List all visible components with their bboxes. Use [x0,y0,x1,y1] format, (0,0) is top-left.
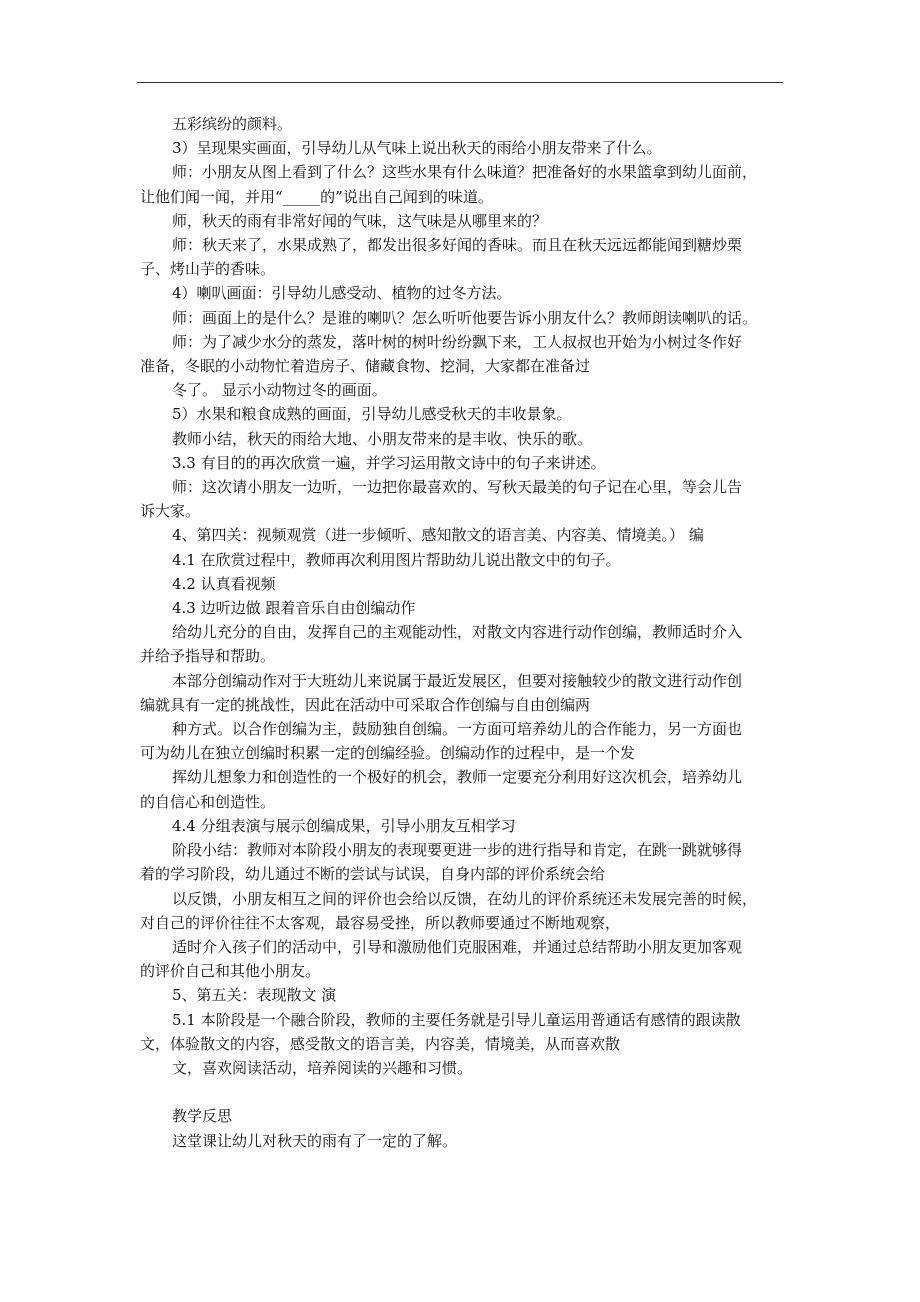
paragraph-line: 师：这次请小朋友一边听，一边把你最喜欢的、写秋天最美的句子记在心里，等会儿告 [172,478,743,497]
paragraph-line: 适时介入孩子们的活动中，引导和激励他们克服困难，并通过总结帮助小朋友更加客观 [172,937,743,956]
paragraph-line [140,1080,790,1104]
paragraph-line: 并给予指导和帮助。 [140,647,276,666]
paragraph-line: 师：画面上的是什么？是谁的喇叭？怎么听听他要告诉小朋友什么？教师朗读喇叭的话。 [172,308,758,327]
paragraph-line: 4.2 认真看视频 [172,574,276,593]
paragraph-line: 3）呈现果实画面，引导幼儿从气味上说出秋天的雨给小朋友带来了什么。 [172,139,662,158]
paragraph-line: 阶段小结：教师对本阶段小朋友的表现要更进一步的进行指导和肯定，在跳一跳就够得 [172,841,743,860]
paragraph-line: 编就具有一定的挑战性，因此在活动中可采取合作创编与自由创编两 [140,695,591,714]
paragraph-line: 文，喜欢阅读活动，培养阅读的兴趣和习惯。 [172,1058,473,1077]
paragraph-line: 5、第五关：表现散文 演 [172,986,337,1005]
paragraph-line: 准备，冬眠的小动物忙着造房子、储藏食物、挖洞，大家都在准备过 [140,357,591,376]
paragraph-line: 5）水果和粮食成熟的画面，引导幼儿感受秋天的丰收景象。 [172,405,572,424]
paragraph-line: 种方式。以合作创编为主，鼓励独自创编。一方面可培养幼儿的合作能力，另一方面也 [172,720,743,739]
paragraph-line: 师：秋天来了，水果成熟了，都发出很多好闻的香味。而且在秋天远远都能闻到糖炒栗 [172,236,743,255]
paragraph-line: 着的学习阶段，幼儿通过不断的尝试与试误，自身内部的评价系统会给 [140,865,606,884]
paragraph-line: 师，秋天的雨有非常好闻的气味，这气味是从哪里来的？ [172,211,548,230]
paragraph-line: 教学反思 [172,1107,233,1126]
paragraph-line: 本部分创编动作对于大班幼儿来说属于最近发展区，但要对接触较少的散文进行动作创 [172,671,743,690]
paragraph-line: 师：为了减少水分的蒸发，落叶树的树叶纷纷飘下来，工人叔叔也开始为小树过冬作好 [172,332,743,351]
paragraph-line: 的评价自己和其他小朋友。 [140,962,321,981]
paragraph-line: 文，体验散文的内容，感受散文的语言美，内容美，情境美，从而喜欢散 [140,1034,621,1053]
paragraph-line: 对自己的评价往往不太客观，最容易受挫，所以教师要通过不断地观察， [140,913,621,932]
paragraph-line: 师：小朋友从图上看到了什么？这些水果有什么味道？把准备好的水果篮拿到幼儿面前， [172,163,758,182]
paragraph-line: 诉大家。 [140,502,201,521]
header-rule [137,82,783,83]
paragraph-line: 五彩缤纷的颜料。 [172,115,293,133]
paragraph-line: 让他们闻一闻，并用“_____的”说出自己闻到的味道。 [140,187,493,206]
paragraph-line: 4.4 分组表演与展示创编成果，引导小朋友互相学习 [172,816,516,835]
paragraph-line: 冬了。 显示小动物过冬的画面。 [172,381,387,400]
paragraph-line: 给幼儿充分的自由，发挥自己的主观能动性，对散文内容进行动作创编，教师适时介入 [172,623,743,642]
paragraph-line: 4.1 在欣赏过程中，教师再次利用图片帮助幼儿说出散文中的句子。 [172,550,621,569]
paragraph-line: 5.1 本阶段是一个融合阶段，教师的主要任务就是引导儿童运用普通话有感情的跟读散 [172,1010,741,1029]
paragraph-line: 子、烤山芋的香味。 [140,260,276,279]
paragraph-line: 4.3 边听边做 跟着音乐自由创编动作 [172,599,416,618]
paragraph-line: 可为幼儿在独立创编时积累一定的创编经验。创编动作的过程中，是一个发 [140,744,636,763]
paragraph-line: 以反馈，小朋友相互之间的评价也会给以反馈，在幼儿的评价系统还未发展完善的时候， [172,889,758,908]
paragraph-line: 挥幼儿想象力和创造性的一个极好的机会，教师一定要充分利用好这次机会，培养幼儿 [172,768,743,787]
paragraph-line: 这堂课让幼儿对秋天的雨有了一定的了解。 [172,1131,458,1150]
paragraph-line: 3.3 有目的的再次欣赏一遍，并学习运用散文诗中的句子来讲述。 [172,453,606,472]
document-body [140,112,790,1153]
paragraph-line: 教师小结，秋天的雨给大地、小朋友带来的是丰收、快乐的歌。 [172,429,593,448]
paragraph-line: 4、第四关：视频观赏（进一步倾听、感知散文的语言美、内容美、情境美。） 编 [172,526,704,545]
paragraph-line: 4）喇叭画面：引导幼儿感受动、植物的过冬方法。 [172,284,512,303]
paragraph-line: 的自信心和创造性。 [140,792,276,811]
